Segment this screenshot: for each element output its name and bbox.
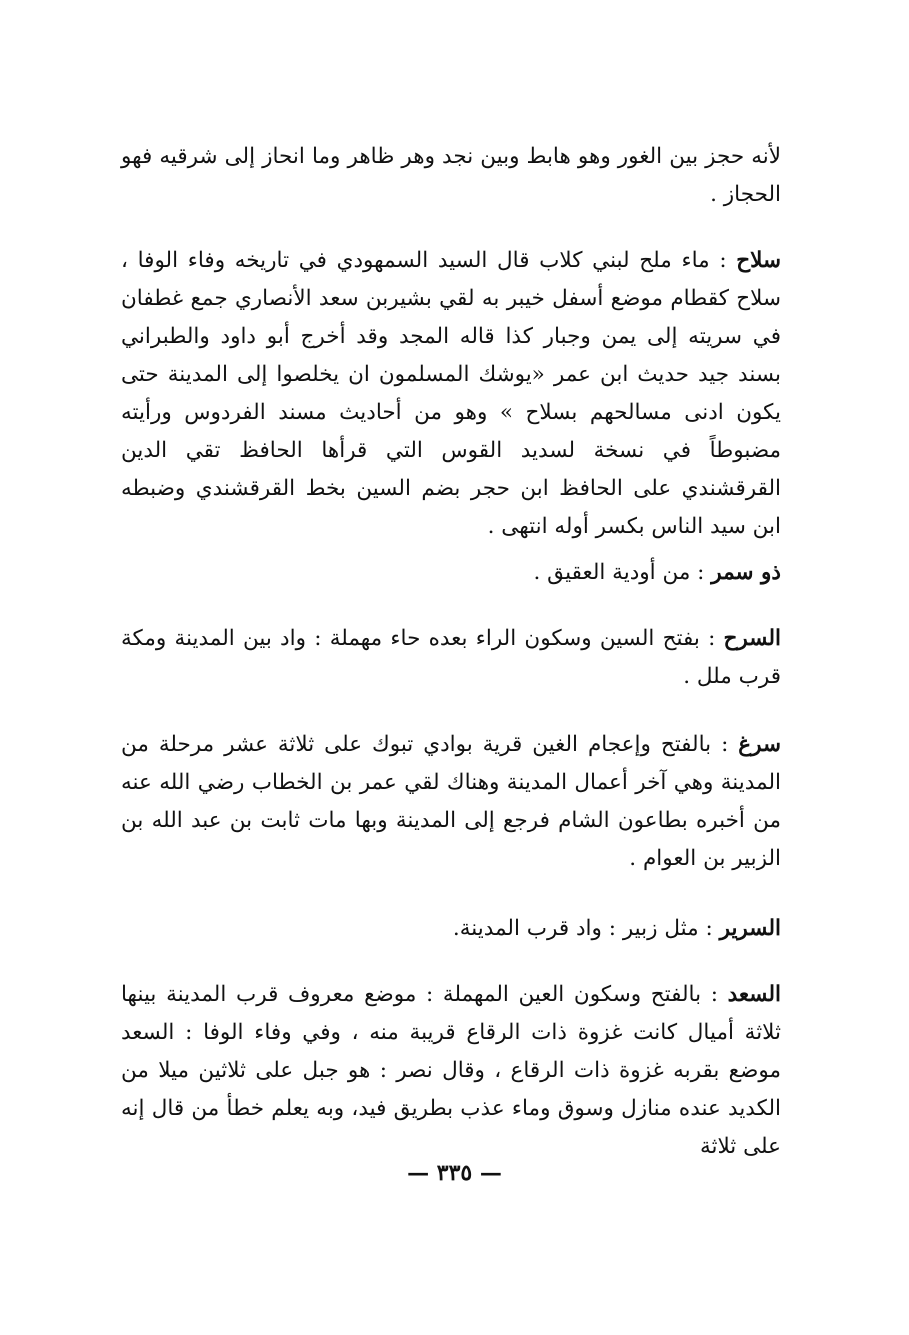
- entry-text: : بالفتح وسكون العين المهملة : موضع معروف قرب المدينة بينها ثلاثة أميال كانت غزوة ذات الرقاع قريبة منه ، وفي وفاء الوفا : السعد موضع بقربه غزوة ذات الرقاع ، وقال نصر : هو جبل على ثلاثين ميلا من الكديد عنده منازل وسوق وماء عذب بطريق فيد، وبه يعلم خطأ من قال إنه على ثلاثة: [121, 982, 781, 1159]
- entry-text: : مثل زبير : واد قرب المدينة.: [452, 916, 720, 941]
- entry-headword: السرير: [719, 916, 781, 941]
- entry-headword: سرغ: [738, 732, 781, 757]
- entry-text: : ماء ملح لبني كلاب قال السيد السمهودي في تاريخه وفاء الوفا ، سلاح كقطام موضع أسفل خيبر به لقي بشيربن سعد الأنصاري جمع غطفان في سريته إلى يمن وجبار كذا قاله المجد وقد أخرج أبو داود والطبراني بسند جيد حديث ابن عمر «يوشك المسلمون ان يخلصوا إلى المدينة حتى يكون ادنى مسالحهم بسلاح » وهو من أحاديث مسند الفردوس ورأيته مضبوطاً في نسخة لسديد القوس التي قرأها الحافظ تقي الدين القرقشندي على الحافظ ابن حجر بضم السين بخط القرقشندي وضبطه ابن سيد الناس بكسر أوله انتهى .: [121, 248, 781, 539]
- entry-al-sad: [121, 976, 781, 1166]
- paragraph-hijaz-continuation: [121, 138, 781, 214]
- entry-text: : من أودية العقيق .: [533, 560, 712, 585]
- entry-text: : بفتح السين وسكون الراء بعده حاء مهملة : واد بين المدينة ومكة قرب ملل .: [121, 626, 781, 689]
- entry-al-sarh: [121, 620, 781, 696]
- entry-sargh: [121, 726, 781, 878]
- entry-headword: السرح: [723, 626, 781, 651]
- paragraph-text: لأنه حجز بين الغور وهو هابط وبين نجد وهر ظاهر وما انحاز إلى شرقيه فهو الحجاز .: [121, 144, 781, 207]
- entry-headword: السعد: [727, 982, 781, 1007]
- entry-dhu-samur: [121, 554, 781, 592]
- entry-salah: [121, 242, 781, 546]
- entry-text: : بالفتح وإعجام الغين قرية بوادي تبوك على ثلاثة عشر مرحلة من المدينة وهي آخر أعمال المدينة وهناك لقي عمر بن الخطاب رضي الله عنه من أخبره بطاعون الشام فرجع إلى المدينة وبها مات ثابت بن عبد الله بن الزبير بن العوام .: [121, 732, 781, 871]
- page-number: — ٣٣٥ —: [407, 1160, 502, 1186]
- entry-headword: ذو سمر: [711, 560, 781, 585]
- entry-al-surayr: [121, 910, 781, 948]
- entry-headword: سلاح: [736, 248, 781, 273]
